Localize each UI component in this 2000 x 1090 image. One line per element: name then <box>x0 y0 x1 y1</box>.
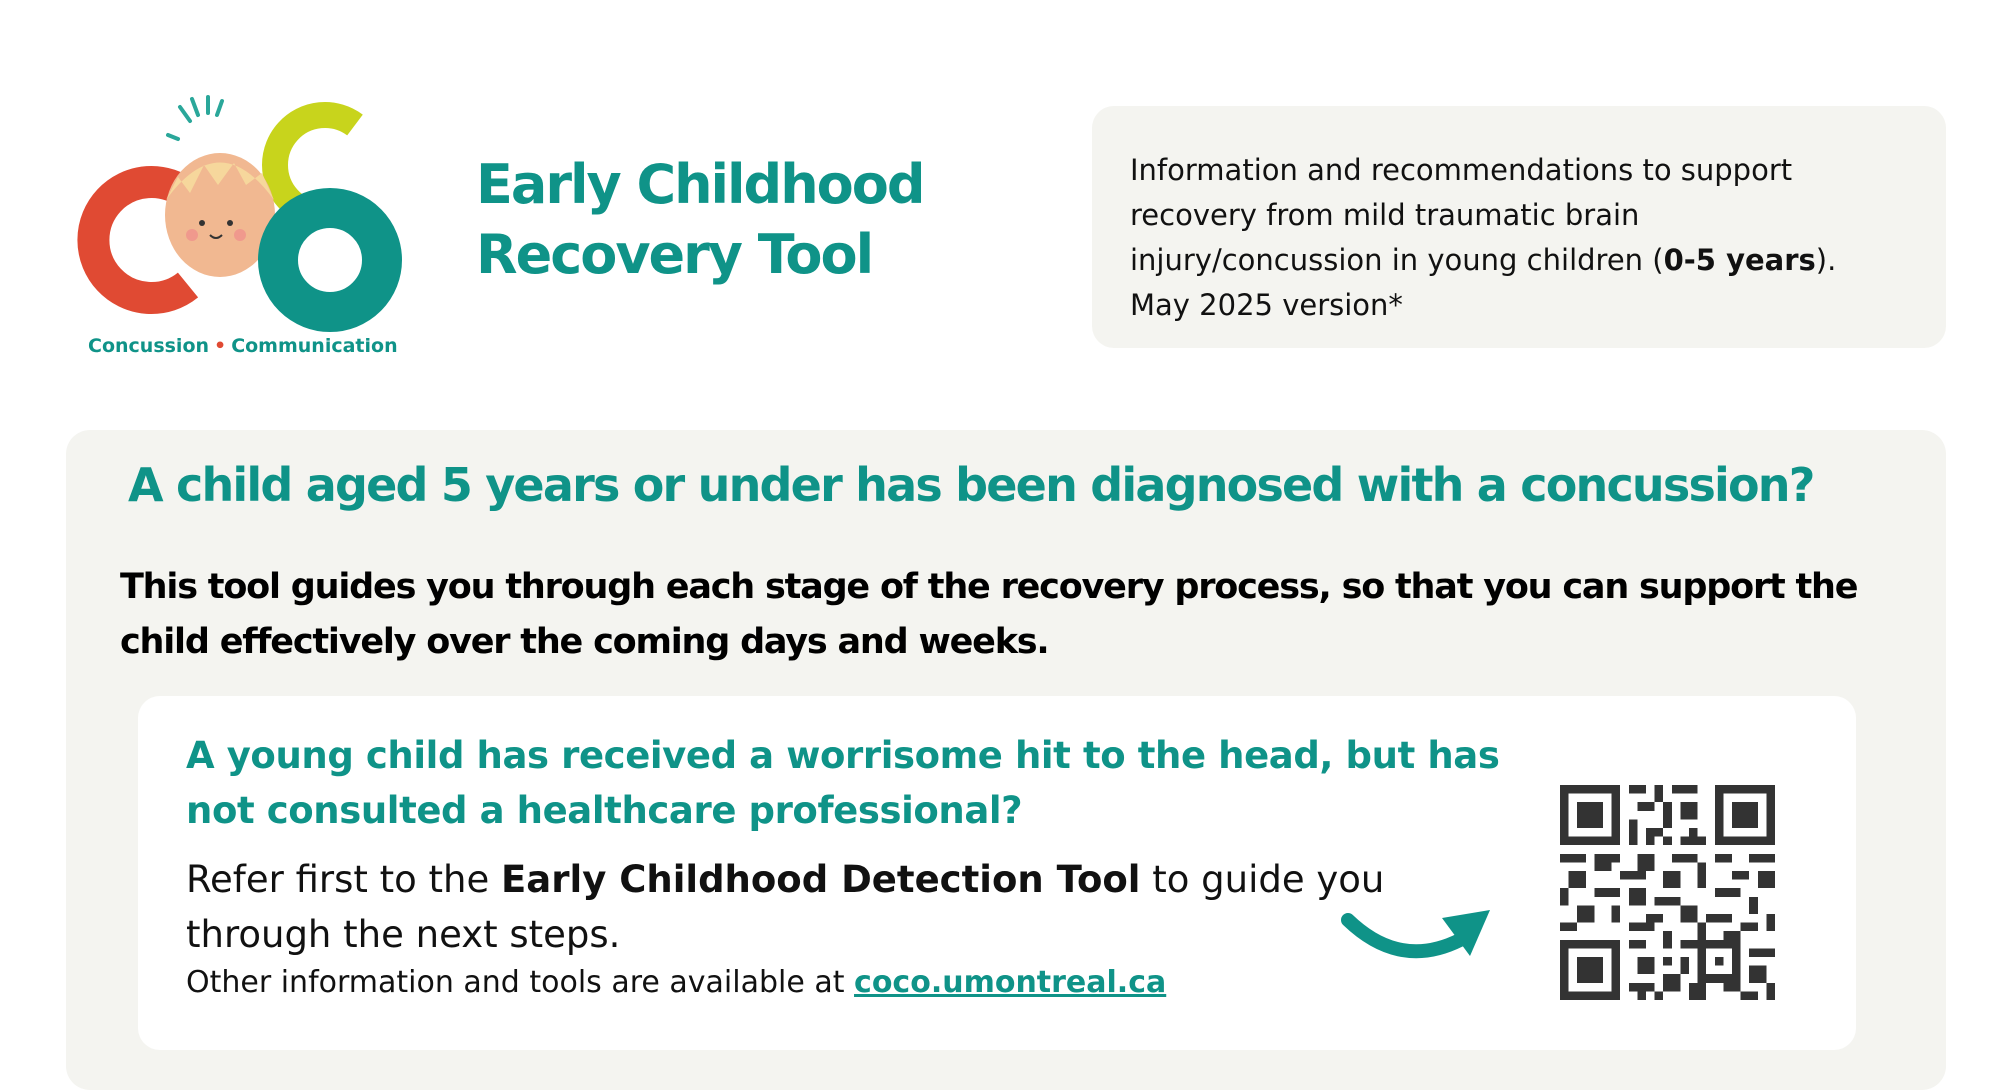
curved-arrow-right-icon <box>1340 890 1500 980</box>
tagline-right: Communication <box>231 335 398 357</box>
info-line2: recovery from mild traumatic brain <box>1130 198 1640 232</box>
info-box <box>1092 106 1946 348</box>
more-info-prefix: Other information and tools are available at <box>186 965 855 1000</box>
coco-logo <box>70 85 420 365</box>
card-body-prefix: Refer first to the <box>186 858 502 901</box>
info-version: May 2025 version* <box>1130 288 1403 322</box>
main-intro: This tool guides you through each stage of the recovery process, so that you can support the child effectively over the coming days and weeks. <box>120 567 1858 662</box>
main-heading: A child aged 5 years or under has been diagnosed with a concussion? <box>128 458 1814 512</box>
tool-title <box>476 150 924 290</box>
info-line3-prefix: injury/concussion in young children ( <box>1130 243 1664 277</box>
logo-tagline <box>88 335 398 357</box>
tagline-left: Concussion <box>88 335 210 357</box>
qr-code-image[interactable] <box>1560 785 1775 1000</box>
info-age-range: 0-5 years <box>1663 243 1816 277</box>
info-line1: Information and recommendations to support <box>1130 153 1793 187</box>
tagline-separator: • <box>214 335 227 357</box>
coco-logo-mark <box>70 85 420 335</box>
card-heading: A young child has received a worrisome hit to the head, but has not consulted a healthcare professional? <box>186 734 1500 832</box>
info-line3 <box>1130 238 1922 283</box>
card-body-suffix: to guide you through the next steps. <box>186 858 1385 956</box>
detection-tool-name: Early Childhood Detection Tool <box>501 858 1141 901</box>
tool-title-line1: Early Childhood <box>476 153 924 216</box>
card-body <box>186 852 1386 962</box>
coco-website-link[interactable]: coco.umontreal.ca <box>854 965 1167 1000</box>
tool-title-line2: Recovery Tool <box>476 223 873 286</box>
more-info-line <box>186 965 1166 1000</box>
info-line3-suffix: ). <box>1815 243 1837 277</box>
